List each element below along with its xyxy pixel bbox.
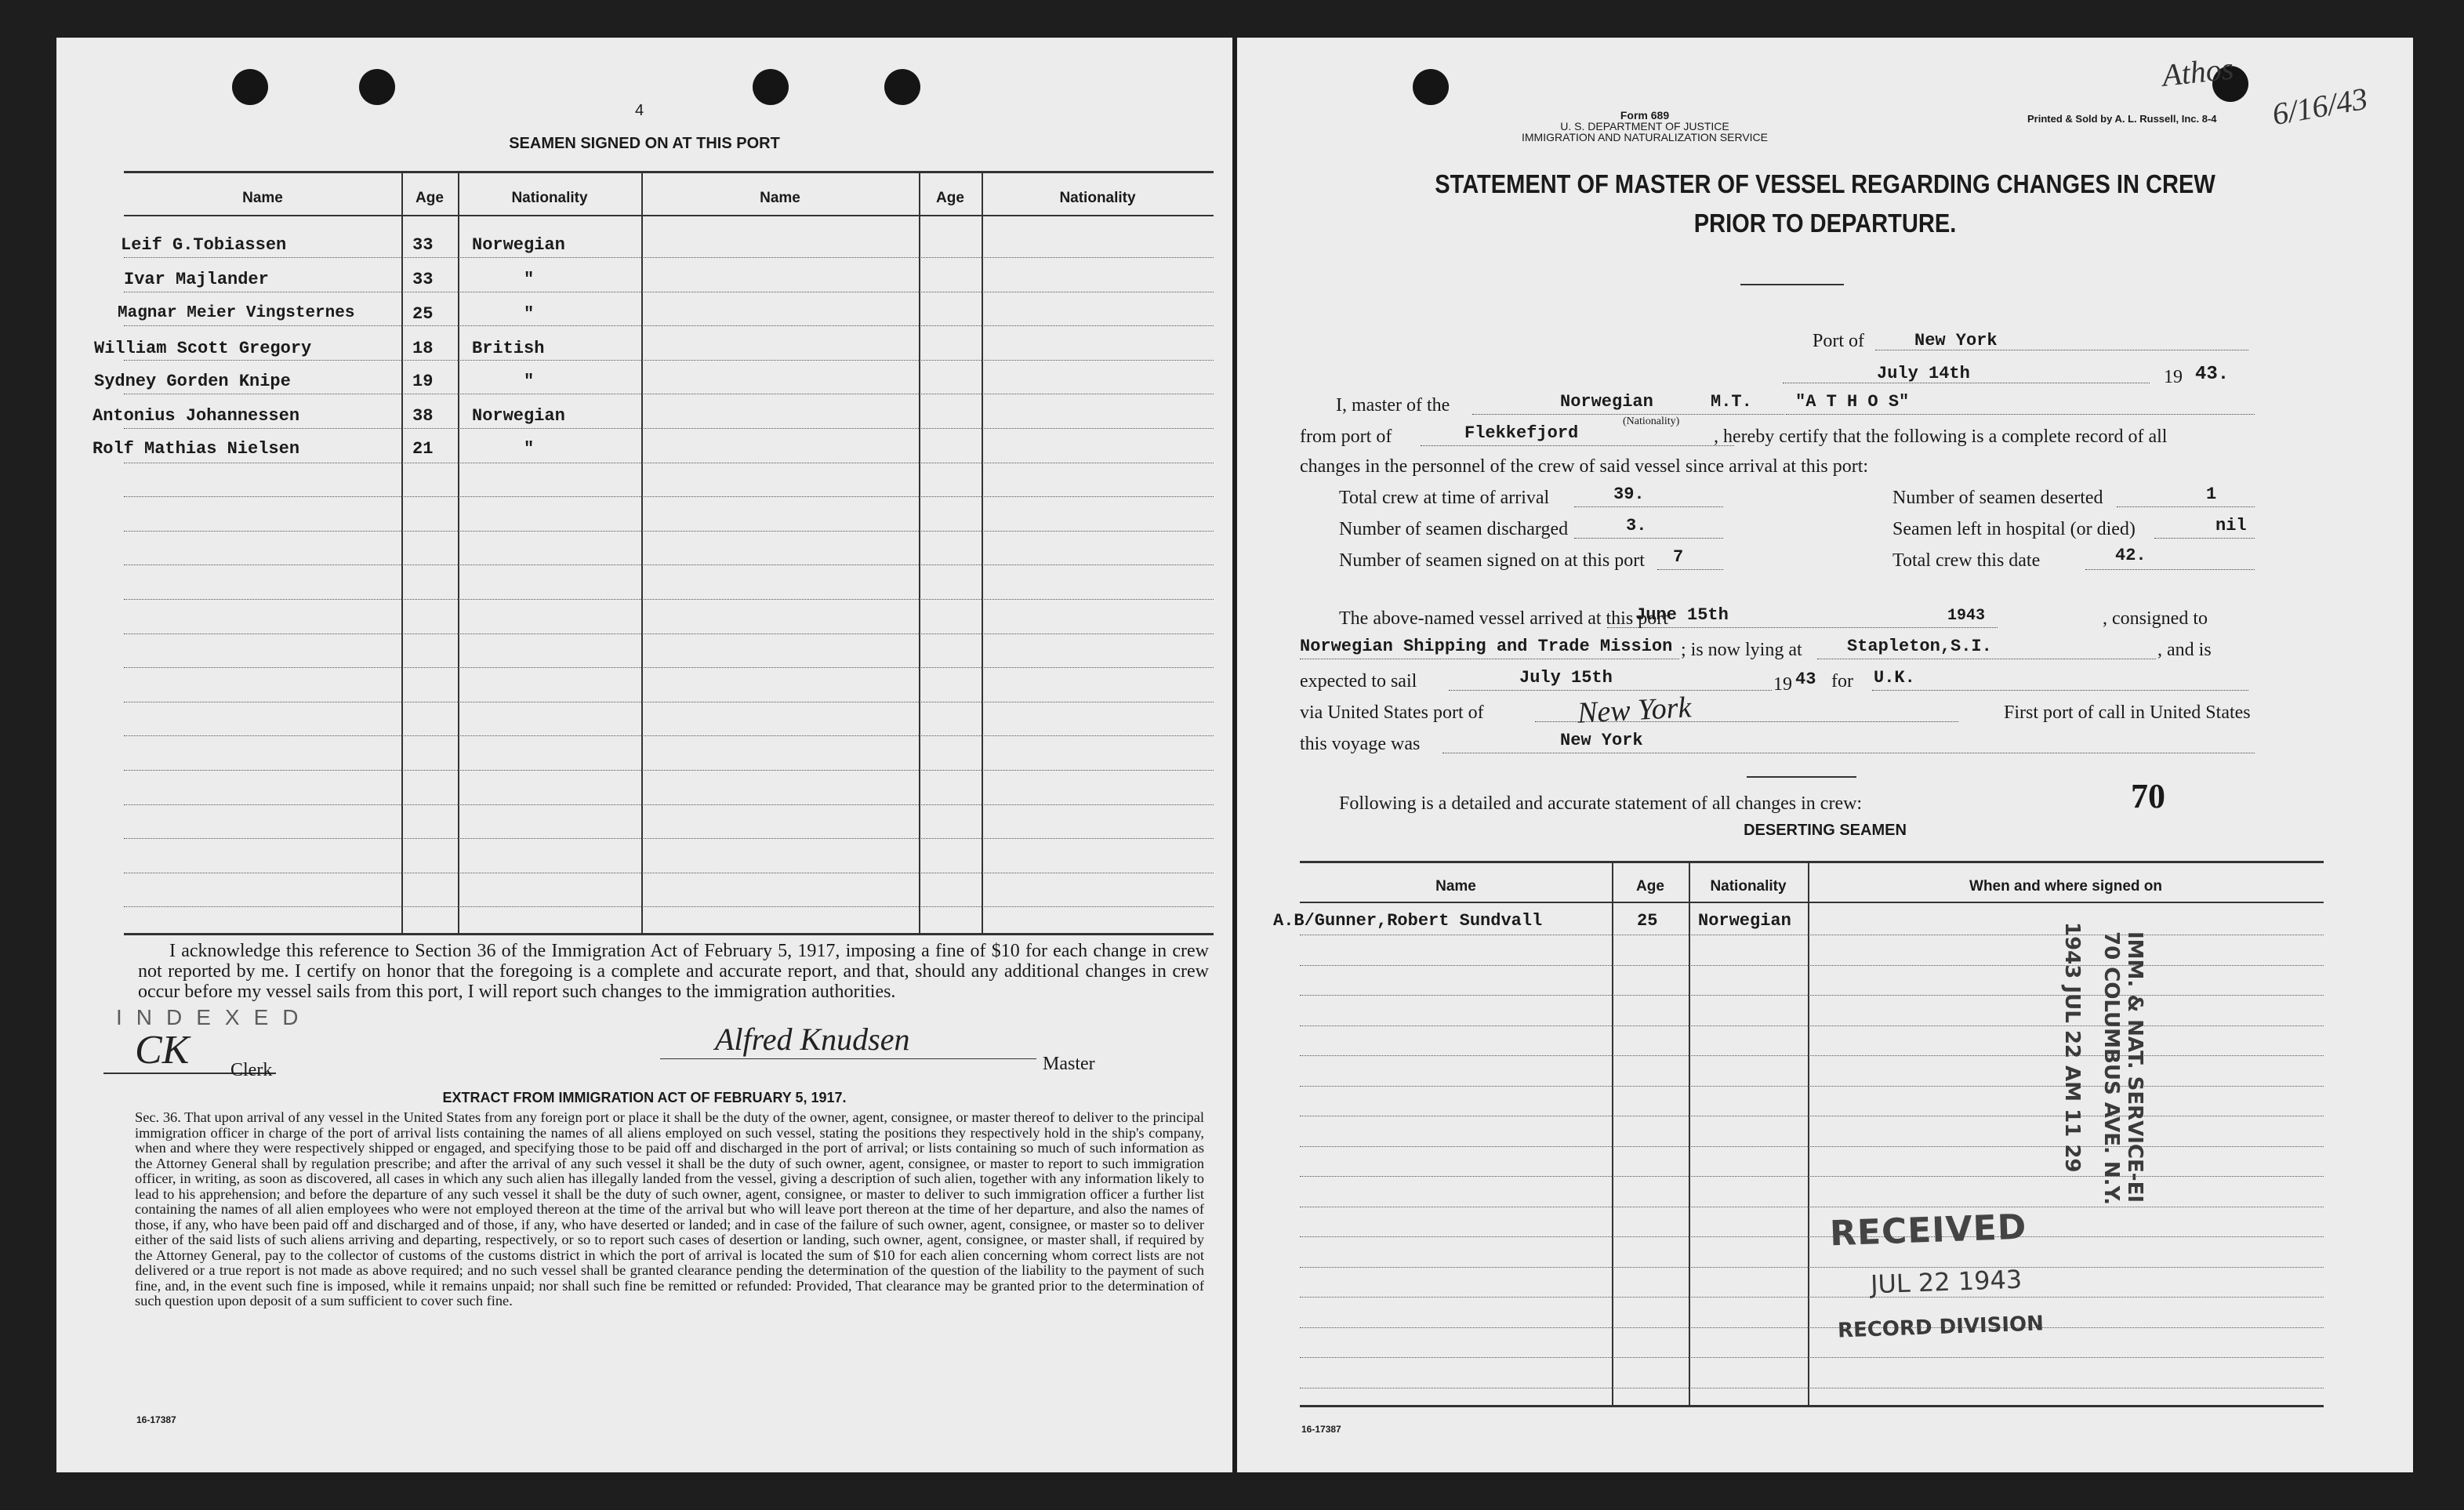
port-label: Port of [1813,331,1864,351]
seaman-name: William Scott Gregory [94,339,312,358]
arrived-year: 1943 [1947,607,1986,625]
year-prefix: 19 [2164,367,2183,387]
seaman-age: 33 [412,270,434,289]
row-rule [1300,1025,2324,1026]
table-header-rule [124,215,1214,216]
signed-on: 7 [1673,547,1684,567]
row-rule [1300,1055,2324,1056]
certify-text-b: changes in the personnel of the crew of said vessel since arrival at this port: [1300,456,1869,477]
and-is: , and is [2157,640,2212,660]
table-header-rule [1300,902,2324,903]
col-header-nationality: Nationality [1710,878,1787,895]
row-rule [1300,1146,2324,1147]
col-header-name: Name [242,190,283,206]
seamen-discharged: 3. [1626,516,1647,535]
for-label: for [1831,671,1853,691]
column-rule [982,172,983,933]
vertical-stamp-service: IMM. & NAT. SERVICE-EI [2123,931,2146,1203]
certify-text-a: , hereby certify that the following is a complete record of all [1714,427,2168,447]
corner-note: Athos [2160,50,2236,93]
row-rule [124,496,1214,497]
deserter-age: 25 [1637,911,1658,931]
date-value: July 14th [1877,364,1970,383]
received-date: JUL 22 1943 [1870,1264,2023,1300]
record-division: RECORD DIVISION [1837,1312,2045,1343]
received-stamp: RECEIVED [1829,1207,2028,1254]
section-title: SEAMEN SIGNED ON AT THIS PORT [509,135,780,152]
voyage-value: New York [1560,731,1643,750]
department: U. S. DEPARTMENT OF JUSTICE [1560,120,1729,132]
following-text: Following is a detailed and accurate statement of all changes in crew: [1339,793,1863,814]
row-rule [124,667,1214,668]
deserter-nationality: Norwegian [1698,911,1791,931]
lying-value: Stapleton,S.I. [1847,637,1992,656]
from-port-label: from port of [1300,427,1392,447]
col-header-age: Age [936,190,964,206]
master-signature-line [660,1058,1036,1059]
col-header-age: Age [416,190,444,206]
master-of-label: I, master of the [1336,395,1450,416]
seaman-age: 33 [412,235,434,255]
fill-line [1574,538,1723,539]
total-crew-arrival-label: Total crew at time of arrival [1339,488,1550,508]
col-header-nationality: Nationality [1059,190,1136,206]
clerk-initials: CK [135,1028,190,1073]
row-rule [124,804,1214,805]
vessel-name-fill [1786,414,2255,415]
from-port-value: Flekkefjord [1464,423,1579,443]
punch-hole [359,69,395,105]
seamen-deserted-label: Number of seamen deserted [1892,488,2103,508]
voyage-label: this voyage was [1300,734,1421,754]
destination: U.K. [1874,668,1915,688]
title-rule [1740,284,1844,285]
fill-line [1872,690,2248,691]
left-page [56,38,1232,1472]
total-crew-arrival: 39. [1613,485,1645,504]
corner-date: 6/16/43 [2270,80,2371,132]
consignee: Norwegian Shipping and Trade Mission [1300,637,1673,656]
seaman-age: 25 [412,304,434,324]
row-rule [124,770,1214,771]
fill-line [1657,569,1723,570]
row-rule [124,531,1214,532]
left-hospital-label: Seamen left in hospital (or died) [1892,519,2136,539]
printer-code: 8-4 [2201,113,2217,125]
row-rule [124,599,1214,600]
signed-on-label: Number of seamen signed on at this port [1339,550,1645,571]
table-bottom-rule [124,933,1214,935]
first-port-label: First port of call in United States [2004,702,2251,723]
seaman-name: Antonius Johannessen [93,406,300,426]
port-value: New York [1914,331,1998,350]
service: IMMIGRATION AND NATURALIZATION SERVICE [1522,131,1768,143]
vertical-stamp-address: 70 COLUMBUS AVE. N.Y. [2099,931,2123,1205]
column-rule [641,172,643,933]
extract-text: Sec. 36. That upon arrival of any vessel in the United States from any foreign port or place it shall be the duty of the owner, agent, consignee, or master thereof to deliver to the principal immigration officer in charge of the port of arrival lists containing the names of all aliens employed on such vessel, stating the positions they respectively hold in the ship's company, when and where they were respectively shipped or engaged, and specifying those to be paid off and discharged in the port of arrival; or lists containing so much of such information as the Attorney General shall by regulation prescribe; and after the arrival of any such vessel it shall be the duty of such owner, agent, consignee, or master to report to such immigration officer, in writing, as soon as discovered, all cases in which any such alien has illegally landed from the vessel, giving a description of such alien, together with any information likely to lead to his apprehension; and before the departure of any such vessel it shall be the duty of such owner, agent, consignee, or master to deliver to such immigration officer a further list containing the names of all alien employees who were not employed thereon at the time of the arrival but who will leave port thereon at the time of her departure, and also the names of those, if any, who have been paid off and discharged and of those, if any, who have deserted or landed; and in case of the failure of such owner, agent, consignee, or master so to deliver either of the said lists of such aliens arriving and departing, respectively, or so to report such cases of desertion or landing, such owner, agent, consignee, or master shall, if required by the Attorney General, pay to the collector of customs of the customs district in which the port of arrival is located the sum of $10 for each alien concerning whom correct lists are not delivered or a true report is not made as above required; and no such vessel shall be granted clearance pending the determination of the question of the liability to the payment of such fine, and, in the event such fine is imposed, while it remains unpaid; nor shall such fine be remitted or refunded: Provided, That clearance may be granted prior to the determination of such question upon deposit of a sum sufficient to cover such fine. [135,1109,1204,1309]
punch-hole [753,69,789,105]
printer-name: Printed & Sold by A. L. Russell, Inc. [2027,113,2200,125]
row-rule [1300,1297,2324,1298]
column-rule [458,172,459,933]
column-rule [401,172,403,933]
total-crew-date: 42. [2115,546,2146,565]
vertical-stamp-date: 1943 JUL 22 AM 11 29 [2060,922,2084,1173]
expected-year: 43 [1795,670,1816,689]
master-signature: Alfred Knudsen [715,1022,910,1057]
row-rule [1300,1176,2324,1177]
consigned-label: , consigned to [2103,608,2208,629]
row-rule [124,838,1214,839]
year-value: 43. [2195,364,2230,385]
row-rule [1300,965,2324,966]
row-rule [1300,1267,2324,1268]
expected-year-prefix: 19 [1773,674,1792,695]
column-rule [1808,862,1809,1405]
vessel-fill [1472,414,1784,415]
page-number: 4 [635,102,644,119]
vessel-type: M.T. [1711,392,1752,412]
handwritten-number: 70 [2131,777,2165,815]
row-rule [124,906,1214,907]
seaman-age: 19 [412,372,434,391]
seaman-name: Rolf Mathias Nielsen [93,439,300,459]
row-rule [1300,995,2324,996]
seaman-nationality: " [524,270,535,289]
deserter-name: A.B/Gunner,Robert Sundvall [1273,911,1543,931]
table-bottom-rule [1300,1405,2324,1407]
seaman-name: Leif G.Tobiassen [121,235,287,255]
indexed-stamp: INDEXED [116,1005,313,1029]
form-code: 16-17387 [136,1414,176,1425]
col-header-nationality: Nationality [511,190,588,206]
table-top-rule [124,171,1214,173]
fill-line [2117,506,2255,507]
row-rule [1300,1086,2324,1087]
fill-line [2154,538,2255,539]
fill-line [2085,569,2255,570]
section-rule [1747,776,1856,778]
seaman-nationality: Norwegian [472,235,565,255]
form-code: 16-17387 [1301,1424,1341,1435]
fill-line [1449,690,1772,691]
seaman-age: 38 [412,406,434,426]
nationality-value: Norwegian [1560,392,1653,412]
fill-line [1607,627,1998,628]
via-label: via United States port of [1300,702,1484,723]
row-rule [124,360,1214,361]
form-number: Form 689 [1620,109,1670,122]
deserting-title: DESERTING SEAMEN [1744,822,1907,839]
arrived-label: The above-named vessel arrived at this port [1339,608,1668,629]
clerk-label: Clerk [230,1060,273,1080]
column-rule [919,172,920,933]
row-rule [124,428,1214,429]
seamen-deserted: 1 [2206,485,2217,504]
seaman-nationality: " [524,304,535,324]
row-rule [1300,1357,2324,1358]
seamen-discharged-label: Number of seamen discharged [1339,519,1569,539]
row-rule [124,564,1214,565]
title-line-1: STATEMENT OF MASTER OF VESSEL REGARDING CHANGES IN CREW [1435,169,2215,198]
table-top-rule [1300,861,2324,863]
expected-value: July 15th [1519,668,1613,688]
col-header-name: Name [1435,878,1476,895]
row-rule [1300,1236,2324,1237]
expected-label: expected to sail [1300,671,1417,691]
fill-line [1574,506,1723,507]
via-value: New York [1577,691,1693,730]
total-crew-date-label: Total crew this date [1892,550,2041,571]
row-rule [124,735,1214,736]
seaman-age: 18 [412,339,434,358]
seaman-nationality: " [524,439,535,459]
seaman-nationality: " [524,372,535,391]
title-line-2: PRIOR TO DEPARTURE. [1693,209,1957,238]
punch-hole [884,69,920,105]
row-rule [124,633,1214,634]
punch-hole [232,69,268,105]
seaman-name: Sydney Gorden Knipe [94,372,291,391]
punch-hole [1413,69,1449,105]
seaman-nationality: British [472,339,545,358]
arrived-value: June 15th [1635,605,1729,625]
col-header-signed-on: When and where signed on [1969,878,2162,895]
seaman-name: Magnar Meier Vingsternes [118,304,355,322]
right-page [1237,38,2413,1472]
nationality-caption: (Nationality) [1623,416,1680,427]
master-label: Master [1043,1054,1095,1074]
row-rule [124,325,1214,326]
vessel-name: "A T H O S" [1795,392,1910,412]
col-header-name: Name [760,190,800,206]
printer-credit [2027,113,2217,125]
row-rule [1300,1327,2324,1328]
row-rule [124,257,1214,258]
col-header-age: Age [1636,878,1664,895]
seaman-name: Ivar Majlander [124,270,269,289]
left-hospital: nil [2215,516,2247,535]
column-rule [1612,862,1613,1405]
column-rule [1689,862,1690,1405]
seaman-age: 21 [412,439,434,459]
from-port-fill [1421,445,1734,446]
seaman-nationality: Norwegian [472,406,565,426]
lying-label: ; is now lying at [1681,640,1802,660]
acknowledgement-text: I acknowledge this reference to Section 36 of the Immigration Act of February 5, 1917, imposing a fine of $10 for each change in crew not reported by me. I certify on honor that the foregoing is a complete and accurate report, and that, should any additional changes in crew occur before my vessel sails from this port, I will report such changes to the immigration authorities. [138,941,1209,1002]
extract-title: EXTRACT FROM IMMIGRATION ACT OF FEBRUARY 5, 1917. [442,1090,847,1105]
